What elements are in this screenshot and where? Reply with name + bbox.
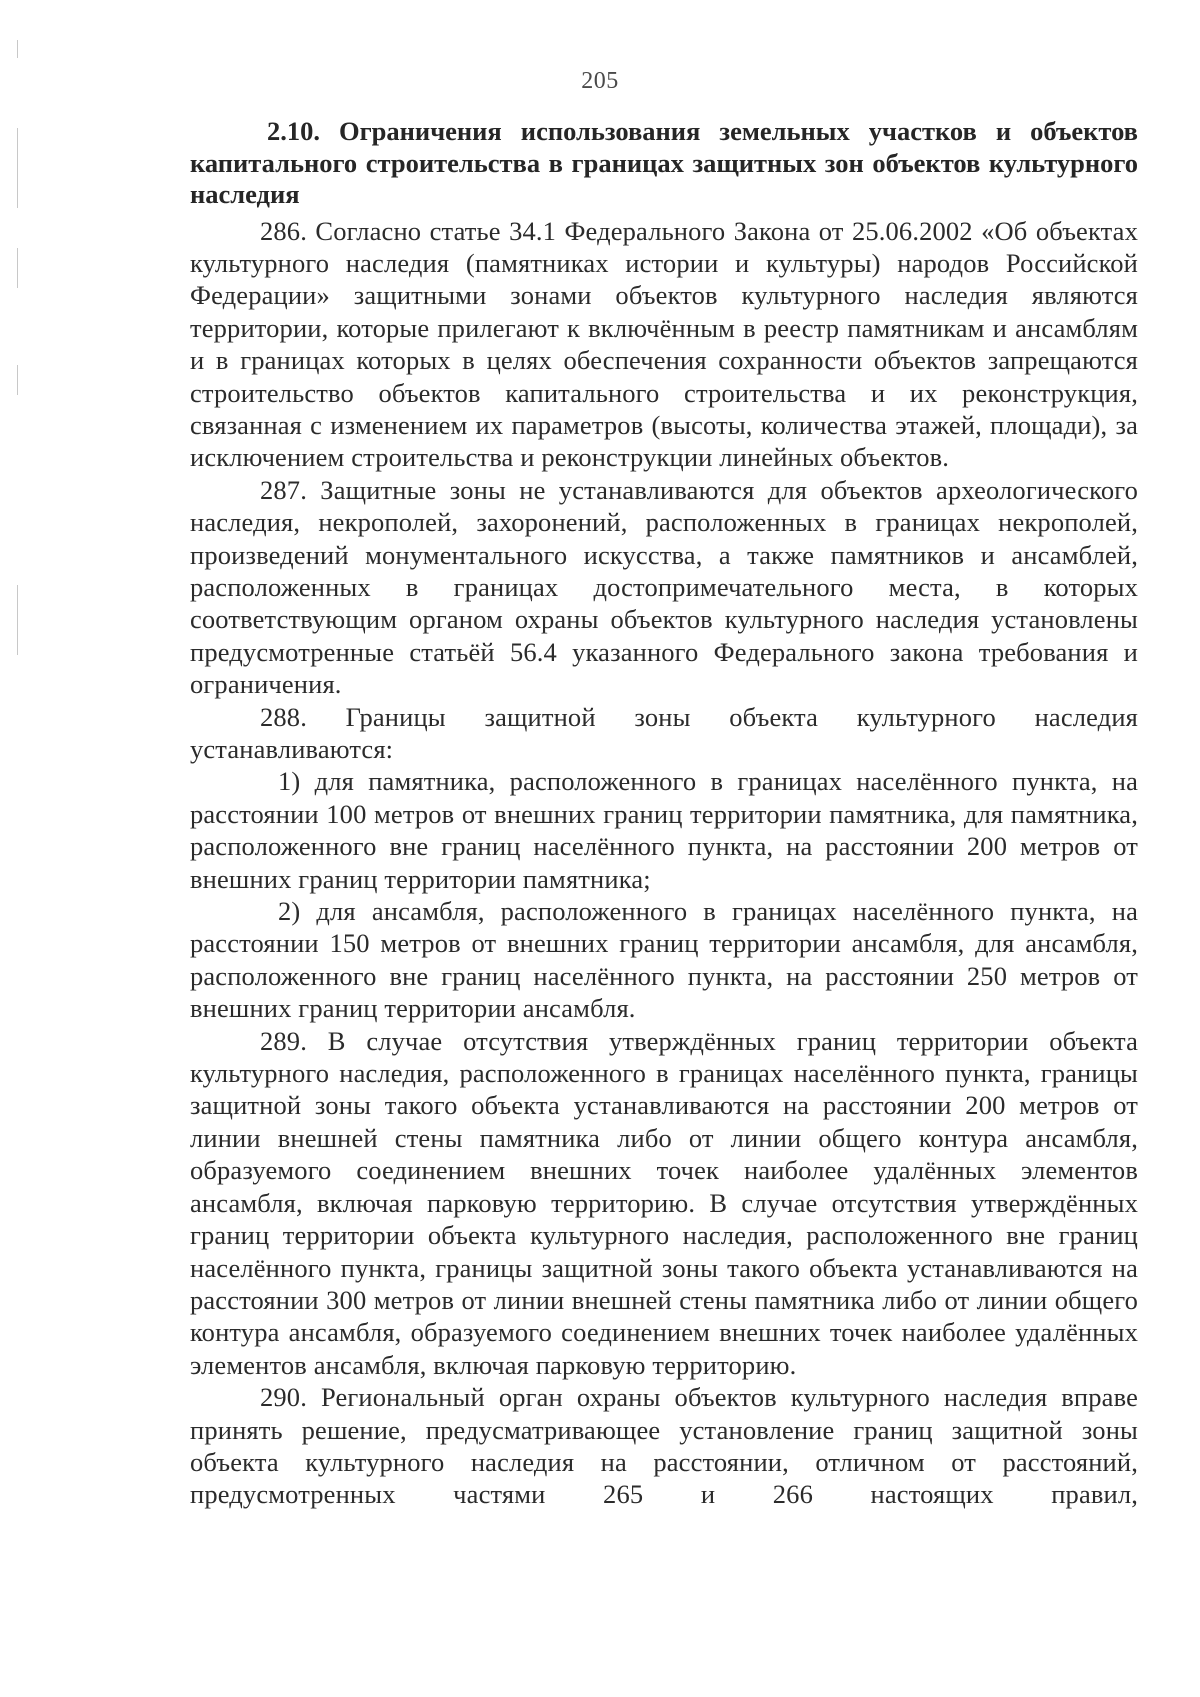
paragraph-287: 287. Защитные зоны не устанавливаются для объектов археологического наследия, некрополей, захоронений, расположенных в границах некрополей, произведений монументального искусства, а также памятников и ансамблей, расположенных в границах достопримечательного места, в которых соответствующим органом охраны объектов культурного наследия установлены предусмотренные статьёй 56.4 указанного Федерального закона требования и ограничения. (190, 474, 1138, 700)
scan-margin-line (17, 40, 18, 58)
page-number: 205 (581, 68, 619, 94)
paragraph-289: 289. В случае отсутствия утверждённых границ территории объекта культурного наследия, расположенного в границах населённого пункта, границы защитной зоны такого объекта устанавливаются на расстоянии 200 метров от линии внешней стены памятника либо от линии общего контура ансамбля, образуемого соединением внешних точек наиболее удалённых элементов ансамбля, включая парковую территорию. В случае отсутствия утверждённых границ территории объекта культурного наследия, расположенного вне границ населённого пункта, границы защитной зоны такого объекта устанавливаются на расстоянии 300 метров от линии внешней стены памятника либо от линии общего контура ансамбля, образуемого соединением внешних точек наиболее удалённых элементов ансамбля, включая парковую территорию. (190, 1025, 1138, 1380)
paragraph-290: 290. Региональный орган охраны объектов культурного наследия вправе принять решение, предусматривающее установление границ защитной зоны объекта культурного наследия на расстоянии, отличном от расстояний, предусмотренных частями 265 и 266 настоящих правил, (190, 1382, 1138, 1510)
paragraph-286: 286. Согласно статье 34.1 Федерального Закона от 25.06.2002 «Об объектах культурного наследия (памятниках истории и культуры) народов Российской Федерации» защитными зонами объектов культурного наследия являются территории, которые прилегают к включённым в реестр памятникам и ансамблям и в границах которых в целях обеспечения сохранности объектов запрещаются строительство объектов капитального строительства и их реконструкция, связанная с изменением их параметров (высоты, количества этажей, площади), за исключением строительства и реконструкции линейных объектов. (190, 215, 1138, 473)
scan-margin-line (17, 365, 18, 395)
paragraph-288-item-2: 2) для ансамбля, расположенного в границах населённого пункта, на расстоянии 150 метров от внешних границ территории ансамбля, для ансамбля, расположенного вне границ населённого пункта, на расстоянии 250 метров от внешних границ территории ансамбля. (190, 896, 1138, 1024)
scan-margin-line (17, 128, 18, 208)
section-heading: 2.10. Ограничения использования земельных участков и объектов капитального строительства в границах защитных зон объектов культурного наследия (190, 116, 1138, 209)
scan-margin-line (17, 248, 18, 288)
document-body (190, 116, 1138, 1511)
paragraph-288-item-1: 1) для памятника, расположенного в границах населённого пункта, на расстоянии 100 метров от внешних границ территории памятника, для памятника, расположенного вне границ населённого пункта, на расстоянии 200 метров от внешних границ территории памятника; (190, 766, 1138, 894)
scan-margin-line (17, 585, 18, 655)
paragraph-288: 288. Границы защитной зоны объекта культурного наследия устанавливаются: (190, 701, 1138, 764)
